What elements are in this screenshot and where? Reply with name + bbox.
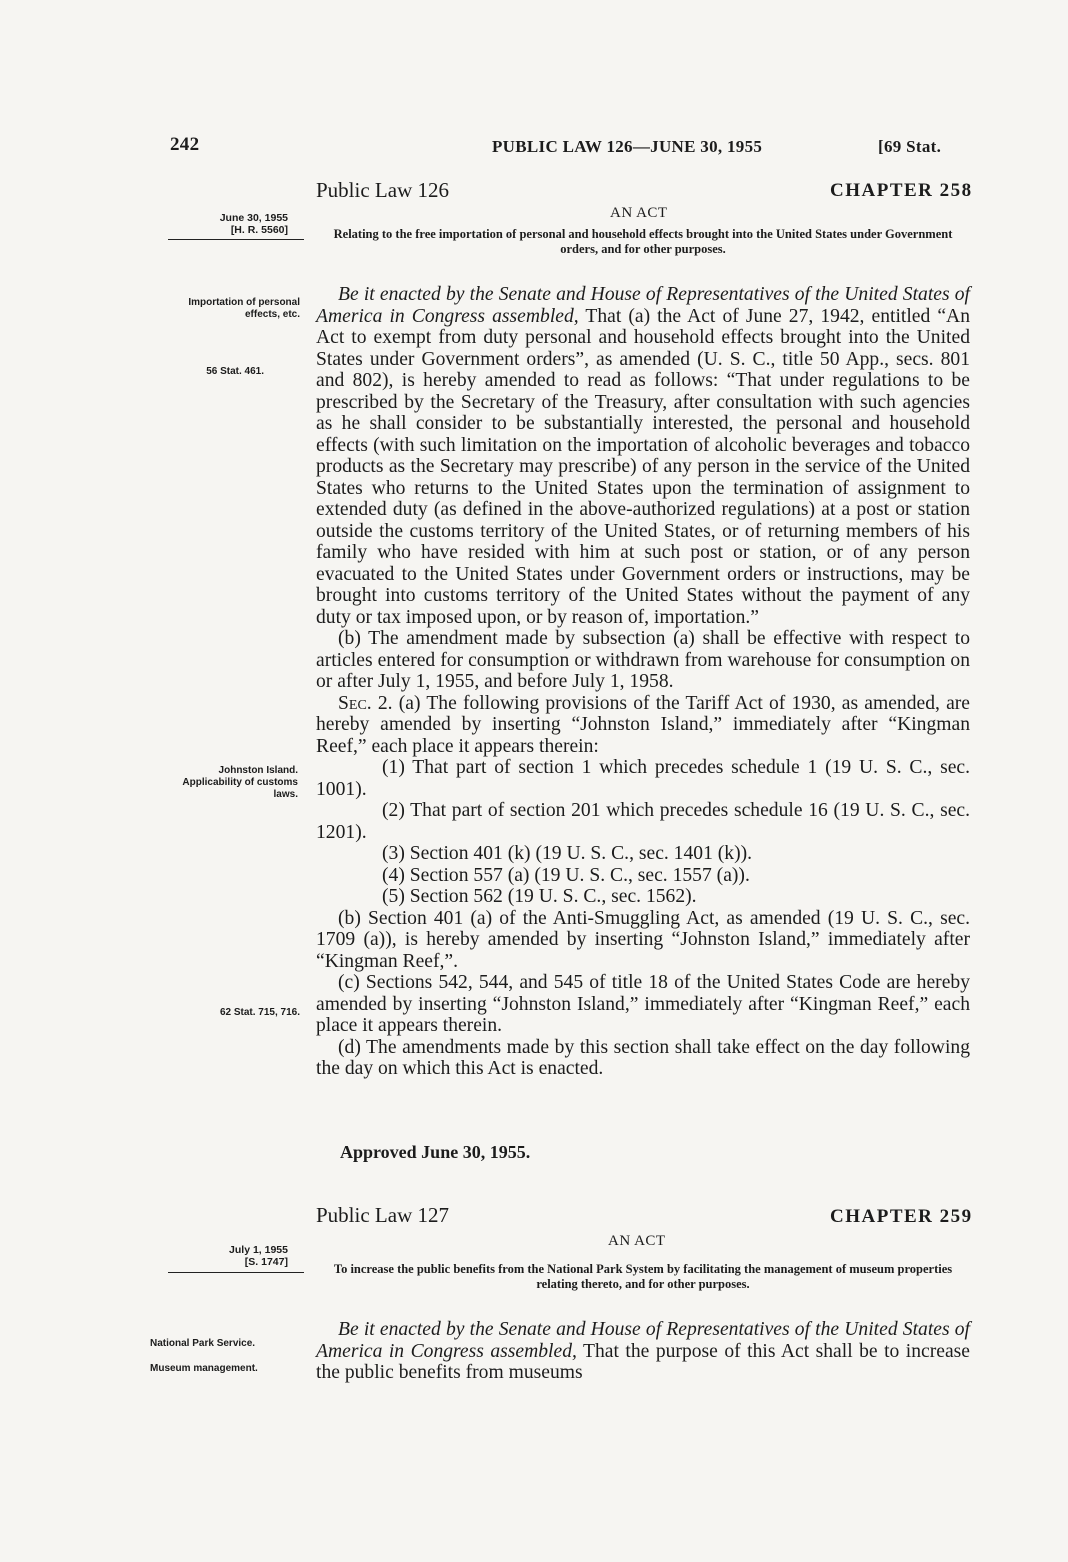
margin-note-johnston-island: Johnston Island. Applicability of customs laws.: [182, 765, 298, 800]
section-1-a: That (a) the Act of June 27, 1942, entitled “An Act to exempt from duty personal and household effects brought into the United States under Government orders”, as amended (U. S. C., title 50 App., secs. 801 and 802), is hereby amended to read as follows: “That under regulations to be prescribed by the Secretary of the Treasury, after consultation with such agencies as he shall consider to be substantially interested, the personal and household effects (with such limitation on the importation of alcoholic beverages and tobacco products as the Secretary may prescribe) of any person in the service of the United States who returns to the United States upon the termination of assignment to extended duty (as defined in the above-authorized regulations) at a post or station outside the customs territory of the United States, or of returning members of his family who have resided with him at such post or station, or of any person evacuated to the United States under Government orders or instructions, may be brought into customs territory of the United States without the payment of any duty or tax imposed upon, or by reason of, importation.”: [316, 305, 970, 628]
page-number: 242: [170, 134, 200, 155]
list-item: (4) Section 557 (a) (19 U. S. C., sec. 1557 (a)).: [382, 864, 750, 886]
list-item: (2) That part of section 201 which precedes schedule 16 (19 U. S. C., sec. 1201).: [316, 800, 970, 843]
margin-note-national-park: National Park Service.: [150, 1338, 256, 1349]
bill-number: [H. R. 5560]: [230, 224, 288, 236]
margin-rule: [168, 239, 304, 240]
public-law-127-title: Public Law 127: [316, 1203, 449, 1227]
margin-rule-2: [168, 1272, 304, 1273]
list-item: (3) Section 401 (k) (19 U. S. C., sec. 1401 (k)).: [382, 843, 753, 864]
section-2-a: (a) The following provisions of the Tariff Act of 1930, as amended, are hereby amended by inserting “Johnston Island,” immediately after “Kingman Reef,” each place it appears therein:: [316, 692, 970, 757]
section-2-b: (b) Section 401 (a) of the Anti-Smuggling Act, as amended (19 U. S. C., sec. 1709 (a)), is hereby amended by inserting “Johnston Island,” immediately after “Kingman Reef,”.: [316, 907, 970, 972]
margin-note-stat-715: 62 Stat. 715, 716.: [219, 1007, 300, 1018]
law-date-2: July 1, 1955: [229, 1244, 288, 1256]
section-1-b: (b) The amendment made by subsection (a) shall be effective with respect to articles entered for consumption or withdrawn from warehouse for consumption on or after July 1, 1955, and before July 1, 1958.: [316, 628, 970, 692]
law-127-text: That the purpose of this Act shall be to increase the public benefits from museums: [316, 1340, 970, 1383]
margin-note-importation: Importation of personal effects, etc.: [188, 297, 300, 320]
act-purpose: Relating to the free importation of personal and household effects brought into the United States under Government orders, and for other purposes.: [333, 227, 953, 256]
enacting-clause-2: Be it enacted by the Senate and House of Representatives of the United States of America in Congress assembled,: [316, 1319, 970, 1362]
section-2-label: Sec. 2.: [338, 692, 393, 714]
public-law-126-title: Public Law 126: [316, 178, 449, 202]
bill-number-2: [S. 1747]: [244, 1256, 288, 1268]
an-act-heading-2: AN ACT: [608, 1233, 666, 1249]
section-2-c: (c) Sections 542, 544, and 545 of title 18 of the United States Code are hereby amended by inserting “Johnston Island,” immediately after “Kingman Reef,” each place it appears therein.: [316, 972, 970, 1036]
approved-date: Approved June 30, 1955.: [340, 1142, 531, 1162]
chapter-259: CHAPTER 259: [830, 1206, 973, 1227]
enacting-clause: Be it enacted by the Senate and House of Representatives of the United States of America in Congress assembled,: [316, 284, 970, 327]
list-item: (1) That part of section 1 which precedes schedule 1 (19 U. S. C., sec. 1001).: [316, 757, 970, 800]
an-act-heading: AN ACT: [610, 205, 668, 221]
list-item: (5) Section 562 (19 U. S. C., sec. 1562).: [382, 886, 697, 907]
law-127-body: [316, 1319, 970, 1384]
margin-note-museum: Museum management.: [150, 1363, 258, 1374]
section-2-d: (d) The amendments made by this section shall take effect on the day following the day on which this Act is enacted.: [316, 1036, 970, 1079]
law-126-body: [316, 284, 970, 1080]
chapter-258: CHAPTER 258: [830, 180, 973, 201]
running-title: PUBLIC LAW 126—JUNE 30, 1955: [492, 137, 763, 156]
act-purpose-2: To increase the public benefits from the National Park System by facilitating the management of museum properties relating thereto, and for other purposes.: [333, 1262, 953, 1291]
volume-reference: [69 Stat.: [878, 137, 942, 156]
law-date: June 30, 1955: [219, 212, 288, 224]
margin-note-stat-461: 56 Stat. 461.: [206, 366, 264, 377]
